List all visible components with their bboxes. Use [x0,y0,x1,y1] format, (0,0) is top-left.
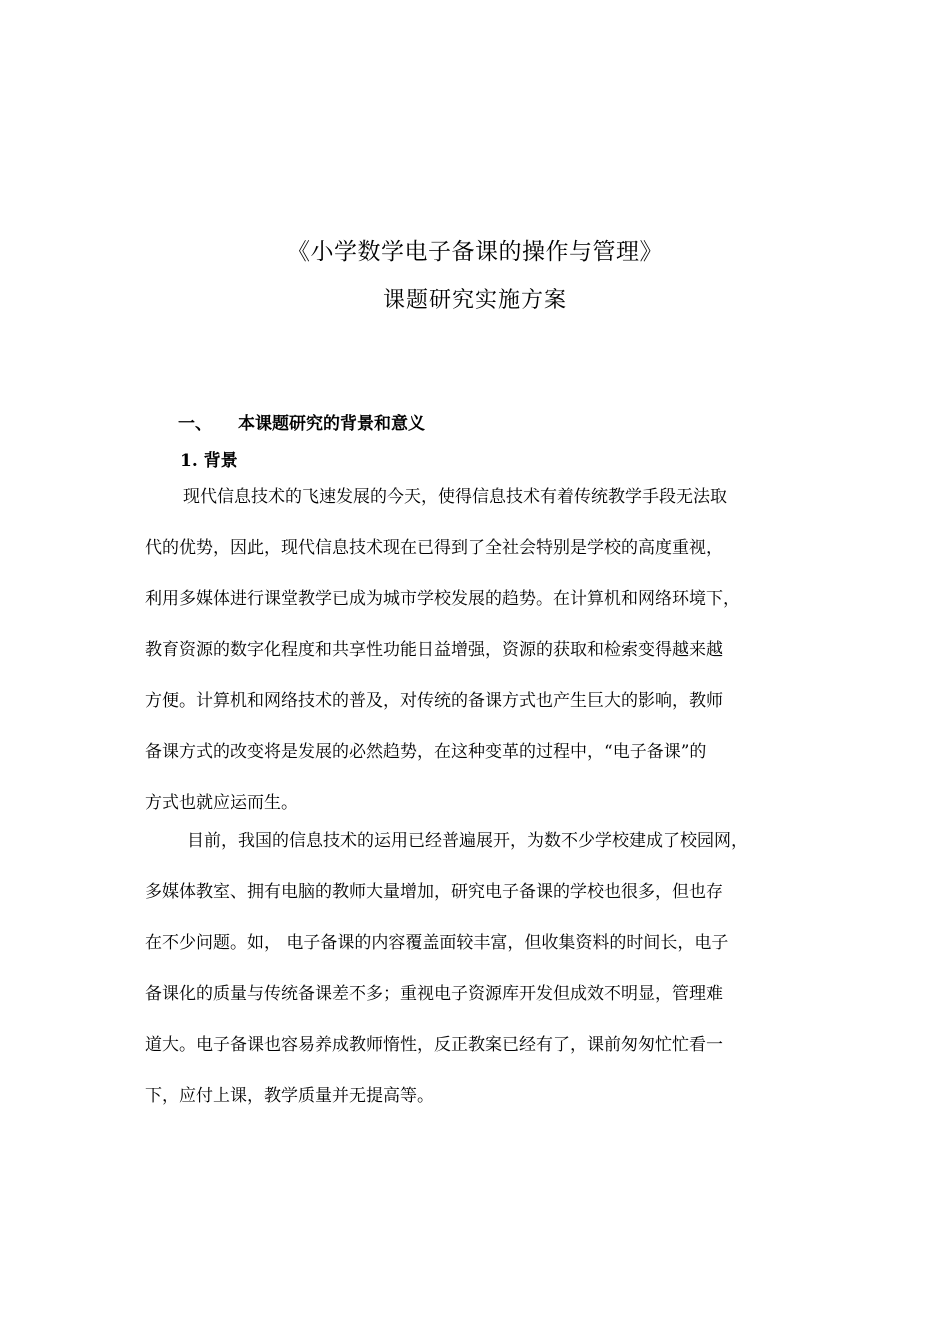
paragraph-line: 备课方式的改变将是发展的必然趋势，在这种变革的过程中，“电子备课”的 [145,742,707,762]
section-heading [178,411,425,437]
paragraph-line: 方便。计算机和网络技术的普及，对传统的备课方式也产生巨大的影响，教师 [145,691,723,711]
paragraph-line: 多媒体教室、拥有电脑的教师大量增加，研究电子备课的学校也很多，但也存 [145,882,723,902]
paragraph-line: 教育资源的数字化程度和共享性功能日益增强，资源的获取和检索变得越来越 [145,640,723,660]
paragraph-line: 代的优势，因此，现代信息技术现在已得到了全社会特别是学校的高度重视， [145,538,723,558]
paragraph-line: 下，应付上课，教学质量并无提高等。 [145,1086,434,1106]
document-title: 《小学数学电子备课的操作与管理》 [287,239,663,265]
section-title: 本课题研究的背景和意义 [238,414,425,434]
paragraph-background [145,484,825,841]
paragraph-line: 方式也就应运而生。 [145,793,298,813]
paragraph-current-situation [145,828,825,1134]
paragraph-line: 道大。电子备课也容易养成教师惰性，反正教案已经有了，课前匆匆忙忙看一 [145,1035,723,1055]
subsection-heading: 1. 背景 [180,451,238,471]
paragraph-line: 备课化的质量与传统备课差不多；重视电子资源库开发但成效不明显，管理难 [145,984,723,1004]
paragraph-line: 目前，我国的信息技术的运用已经普遍展开，为数不少学校建成了校园网， [187,831,748,851]
paragraph-line: 现代信息技术的飞速发展的今天，使得信息技术有着传统教学手段无法取 [183,487,727,507]
paragraph-line: 利用多媒体进行课堂教学已成为城市学校发展的趋势。在计算机和网络环境下， [145,589,740,609]
section-number: 一、 [178,414,212,434]
paragraph-line: 在不少问题。如， 电子备课的内容覆盖面较丰富，但收集资料的时间长，电子 [145,933,729,953]
document-subtitle: 课题研究实施方案 [382,288,567,313]
